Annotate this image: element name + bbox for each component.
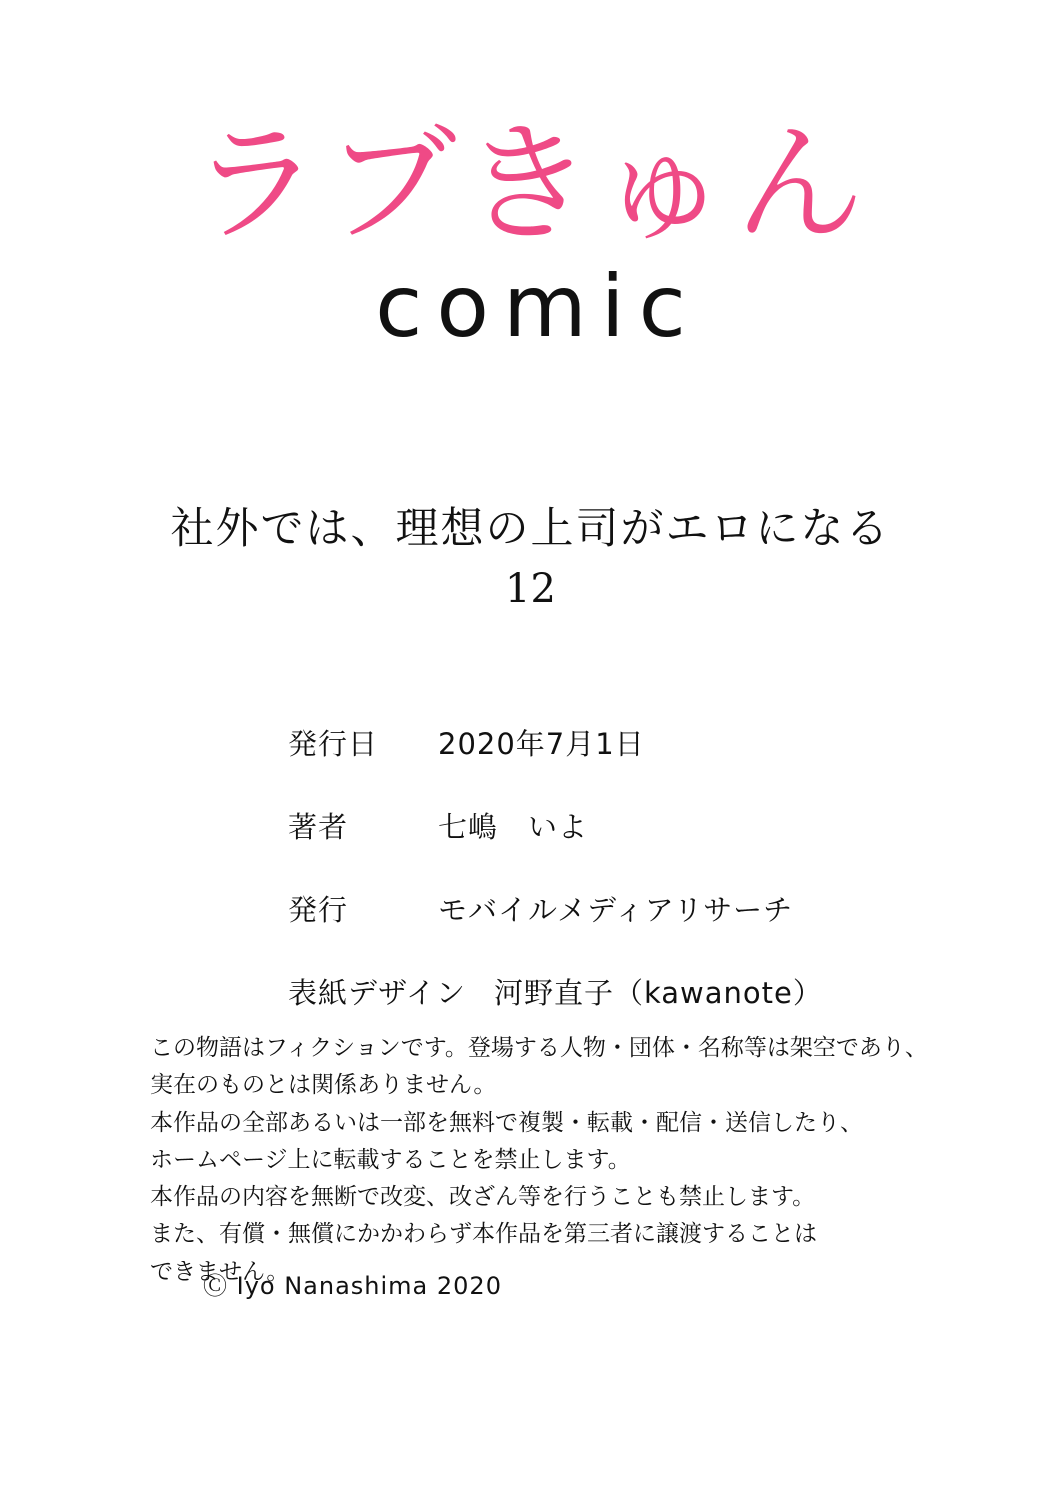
colophon-value: 2020年7月1日 [438,727,645,761]
colophon-value: モバイルメディアリサーチ [438,893,794,927]
colophon-row-publication-date [0,722,1061,763]
page-title: 社外では、理想の上司がエロになる [170,504,891,554]
colophon-value: 河野直子（kawanote） [493,976,823,1010]
colophon-row-publisher [0,888,1061,929]
title-block [0,500,1061,612]
colophon-value: 七嶋 いよ [438,810,589,844]
colophon-row-cover-designer [0,971,1061,1012]
logo-latin-text: comic [375,256,700,357]
colophon-label: 著者 [288,810,349,844]
colophon-label: 発行 [288,893,349,927]
legal-line: 本作品の内容を無断で改変、改ざん等を行うことも禁止します。 [150,1184,816,1210]
legal-line: この物語はフィクションです。登場する人物・団体・名称等は架空であり、 [150,1035,928,1061]
publisher-logo [0,108,1061,357]
volume-number: 12 [505,566,556,613]
colophon-list [0,722,1061,1054]
legal-notice [150,1030,970,1291]
copyright-notice: Ⓒ Iyo Nanashima 2020 [203,1272,502,1300]
legal-line: できません。 [150,1258,290,1285]
legal-line: また、有償・無償にかかわらず本作品を第三者に譲渡することは [150,1221,817,1248]
legal-line: ホームページ上に転載することを禁止します。 [150,1146,631,1173]
logo-kana-text: ラブきゅん [190,108,871,260]
colophon-label: 発行日 [288,727,379,761]
colophon-label: 表紙デザイン [288,976,466,1010]
colophon-row-author [0,805,1061,846]
legal-line: 本作品の全部あるいは一部を無料で複製・転載・配信・送信したり、 [150,1109,863,1136]
legal-line: 実在のものとは関係ありません。 [150,1072,497,1099]
